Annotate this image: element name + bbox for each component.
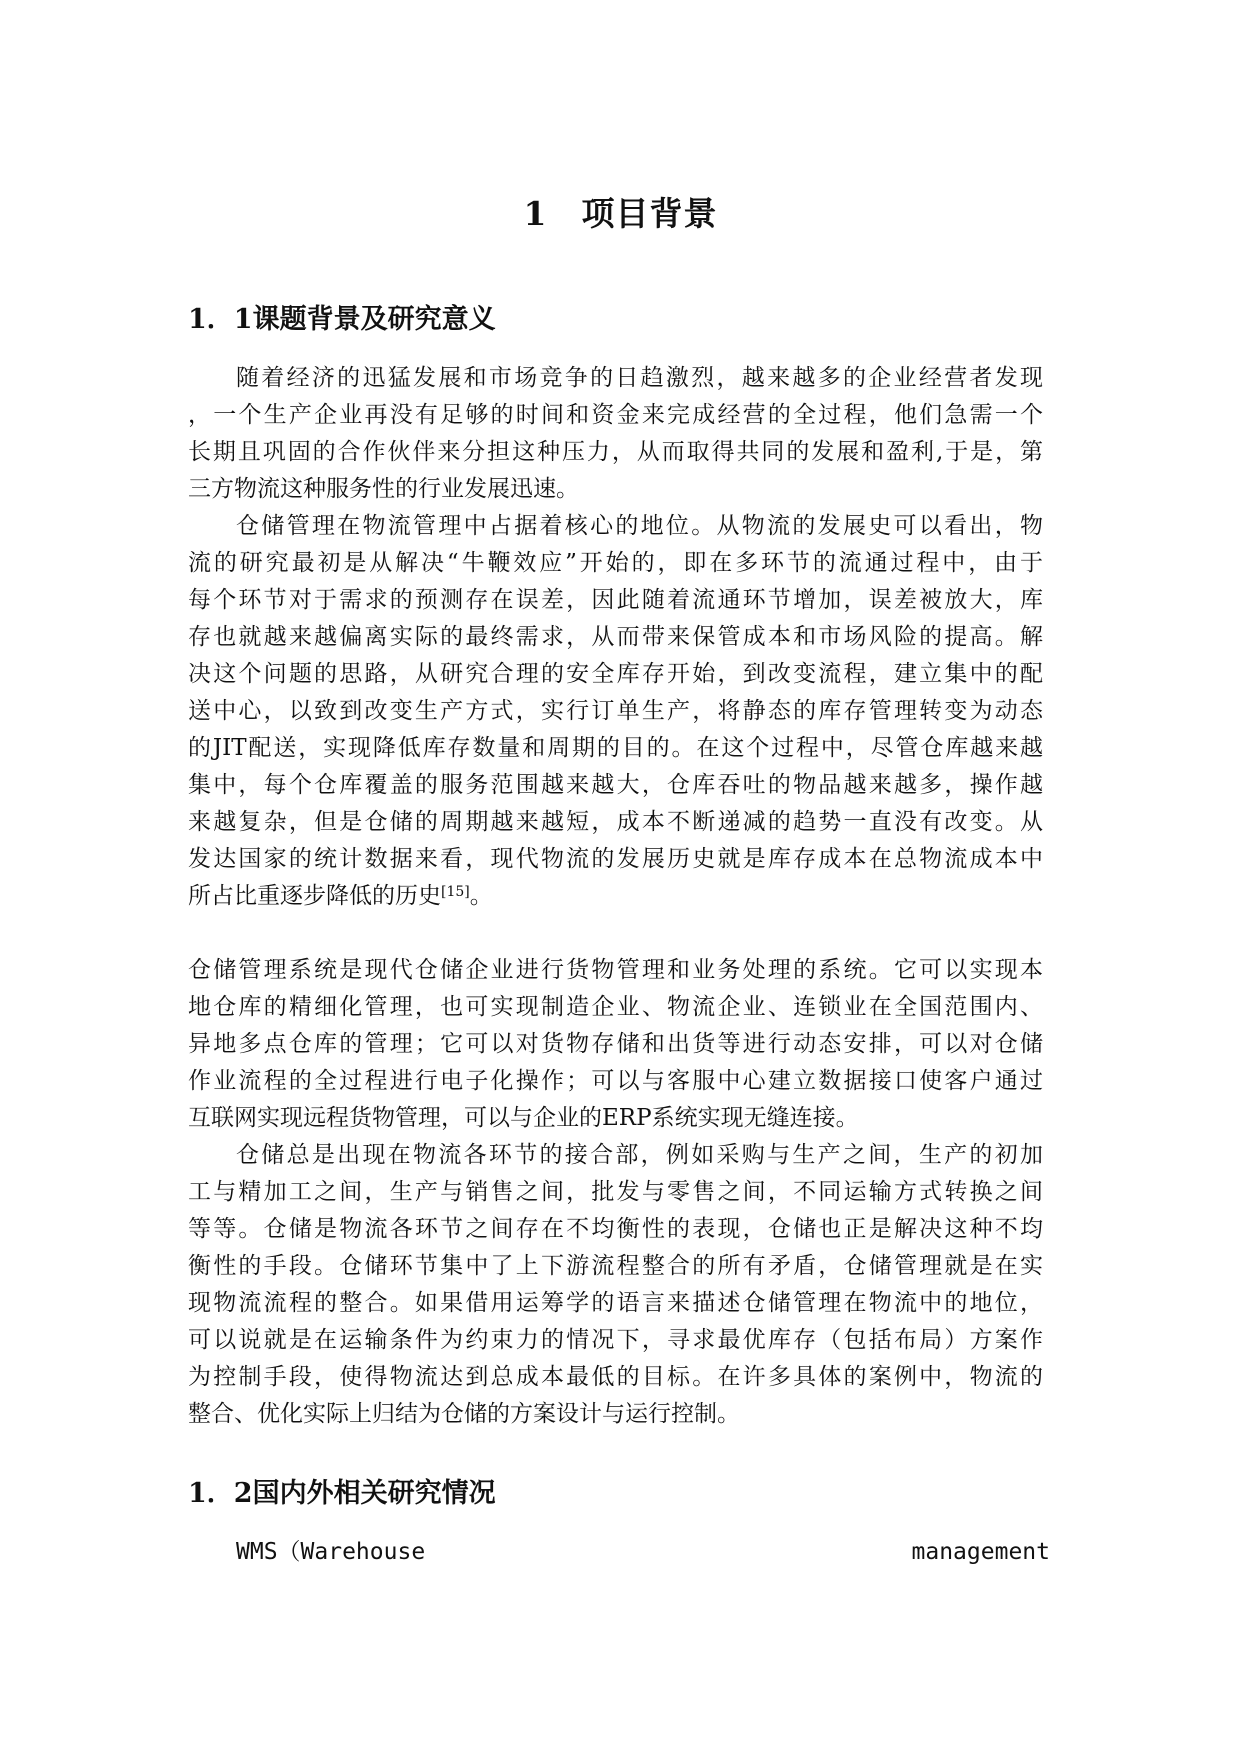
- text-line: 每个环节对于需求的预测存在误差，因此随着流通环节增加，误差被放大，库: [188, 587, 1043, 613]
- text-line: 流的研究最初是从解决“牛鞭效应”开始的，即在多环节的流通过程中，由于: [188, 550, 1043, 576]
- section-heading-1-2: 1．2国内外相关研究情况: [188, 1478, 496, 1509]
- text-line: 衡性的手段。仓储环节集中了上下游流程整合的所有矛盾，仓储管理就是在实: [188, 1253, 1043, 1279]
- text-line: 随着经济的迅猛发展和市场竞争的日趋激烈，越来越多的企业经营者发现: [236, 365, 1043, 391]
- text-line: 存也就越来越偏离实际的最终需求，从而带来保管成本和市场风险的提高。解: [188, 624, 1043, 650]
- section-heading-1-1: 1．1课题背景及研究意义: [188, 304, 496, 335]
- text-line: 长期且巩固的合作伙伴来分担这种压力，从而取得共同的发展和盈利,于是，第: [188, 439, 1043, 465]
- text-line: 发达国家的统计数据来看，现代物流的发展历史就是库存成本在总物流成本中: [188, 846, 1043, 872]
- text-line-with-citation: [188, 878, 1043, 915]
- text-line: 仓储管理在物流管理中占据着核心的地位。从物流的发展史可以看出，物: [236, 513, 1043, 539]
- chapter-title: [0, 192, 1241, 236]
- text-line: 送中心，以致到改变生产方式，实行订单生产，将静态的库存管理转变为动态: [188, 698, 1043, 724]
- text-line: 地仓库的精细化管理，也可实现制造企业、物流企业、连锁业在全国范围内、: [188, 994, 1043, 1020]
- text-line: 为控制手段，使得物流达到总成本最低的目标。在许多具体的案例中，物流的: [188, 1364, 1043, 1390]
- text-line: 整合、优化实际上归结为仓储的方案设计与运行控制。: [188, 1401, 740, 1427]
- text-line: 集中，每个仓库覆盖的服务范围越来越大，仓库吞吐的物品越来越多，操作越: [188, 772, 1043, 798]
- text-line: 决这个问题的思路，从研究合理的安全库存开始，到改变流程，建立集中的配: [188, 661, 1043, 687]
- text-line: ，一个生产企业再没有足够的时间和资金来完成经营的全过程，他们急需一个: [188, 402, 1043, 428]
- text-fragment: 。: [469, 883, 493, 909]
- chapter-number: 1: [523, 194, 548, 233]
- wms-text-right: management: [911, 1539, 1050, 1565]
- text-line: 工与精加工之间，生产与销售之间，批发与零售之间，不同运输方式转换之间: [188, 1179, 1043, 1205]
- text-line: 仓储总是出现在物流各环节的接合部，例如采购与生产之间，生产的初加: [236, 1142, 1043, 1168]
- chapter-title-text: 项目背景: [581, 194, 718, 233]
- paragraph-3: [188, 952, 1043, 1137]
- paragraph-4: [188, 1137, 1043, 1433]
- text-line: 仓储管理系统是现代仓储企业进行货物管理和业务处理的系统。它可以实现本: [188, 957, 1043, 983]
- text-line: 可以说就是在运输条件为约束力的情况下，寻求最优库存（包括布局）方案作: [188, 1327, 1043, 1353]
- paragraph-2: [188, 508, 1043, 915]
- citation-ref: [15]: [441, 884, 470, 900]
- text-line: 互联网实现远程货物管理，可以与企业的ERP系统实现无缝连接。: [188, 1105, 859, 1131]
- wms-line: [236, 1534, 1050, 1571]
- text-line: 三方物流这种服务性的行业发展迅速。: [188, 476, 579, 502]
- text-line: 来越复杂，但是仓储的周期越来越短，成本不断递减的趋势一直没有改变。从: [188, 809, 1043, 835]
- text-line: 的JIT配送，实现降低库存数量和周期的目的。在这个过程中，尽管仓库越来越: [188, 735, 1043, 761]
- paragraph-1: [188, 360, 1043, 508]
- text-line: 等等。仓储是物流各环节之间存在不均衡性的表现，仓储也正是解决这种不均: [188, 1216, 1043, 1242]
- wms-text-left: WMS（Warehouse: [236, 1539, 426, 1565]
- text-line: 现物流流程的整合。如果借用运筹学的语言来描述仓储管理在物流中的地位，: [188, 1290, 1043, 1316]
- text-line: 异地多点仓库的管理；它可以对货物存储和出货等进行动态安排，可以对仓储: [188, 1031, 1043, 1057]
- text-line: 作业流程的全过程进行电子化操作；可以与客服中心建立数据接口使客户通过: [188, 1068, 1043, 1094]
- text-fragment: 所占比重逐步降低的历史: [188, 883, 441, 909]
